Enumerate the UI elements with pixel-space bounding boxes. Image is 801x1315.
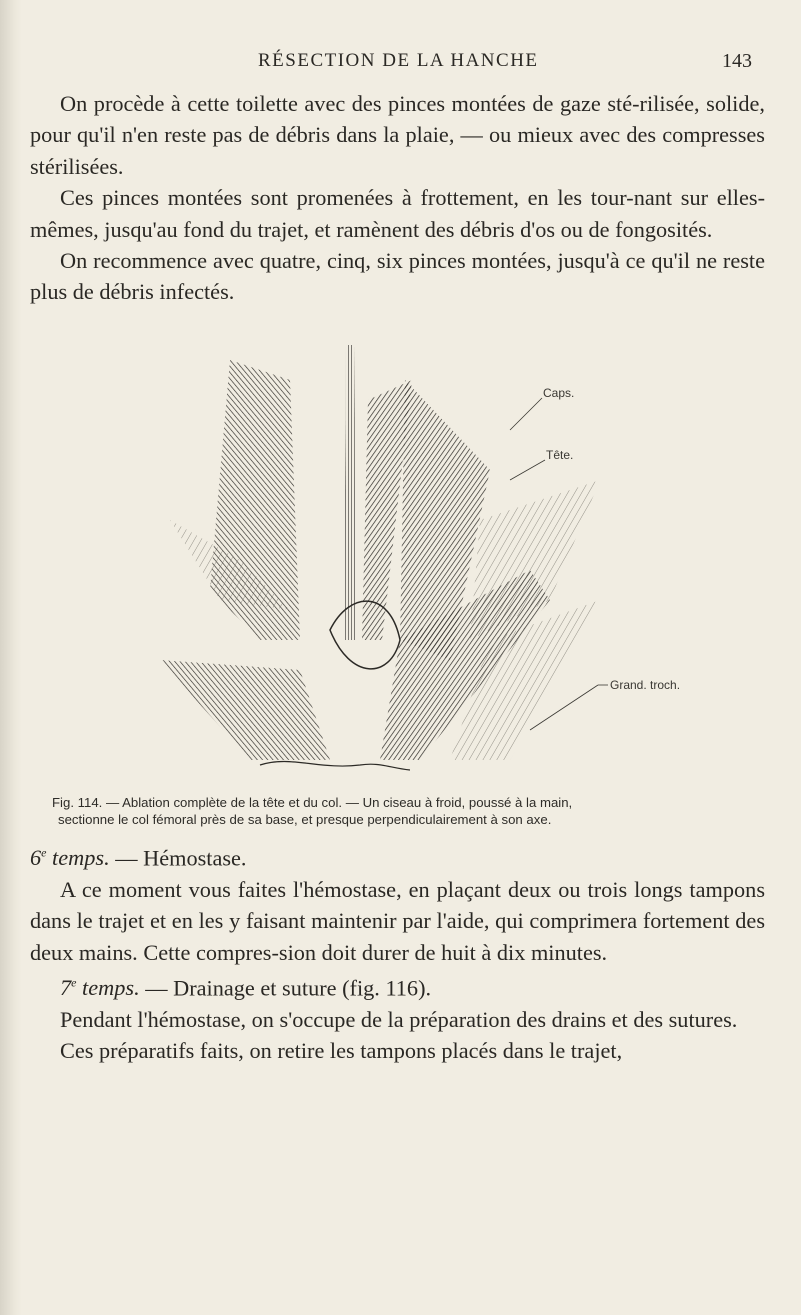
top-text — [30, 88, 765, 308]
section-title: — Hémostase. — [109, 845, 247, 871]
running-title: RÉSECTION DE LA HANCHE — [258, 50, 539, 71]
caption-line: sectionne le col fémoral près de sa base, et presque perpendiculairement à son axe. — [58, 812, 552, 827]
paragraph: Ces préparatifs faits, on retire les tampons placés dans le trajet, — [60, 1038, 623, 1064]
paragraph: On procède à cette toilette avec des pinces montées de gaze sté-rilisée, solide, pour qu'il n'en reste pas de débris dans la plaie, — ou mieux avec des compresses stérilisées. — [30, 91, 765, 179]
paragraph: A ce moment vous faites l'hémostase, en plaçant deux ou trois longs tampons dans le trajet et en les y faisant maintenir par l'aide, qui comprimera fortement des deux mains. Cette compres-sion doit durer de huit à dix minutes. — [30, 876, 765, 965]
chisel-shaft — [344, 345, 356, 640]
caption-line: Fig. 114. — Ablation complète de la tête et du col. — Un ciseau à froid, poussé à la main, — [52, 795, 573, 810]
page-binding-shadow — [0, 0, 22, 1315]
figure-caption — [52, 794, 766, 828]
figure-114 — [150, 340, 710, 790]
running-head — [0, 50, 801, 76]
bottom-text — [30, 838, 765, 1067]
section-sup: e — [41, 846, 47, 860]
section-number: 6 — [30, 845, 42, 871]
page-number: 143 — [722, 50, 752, 72]
section-word: temps. — [46, 845, 110, 871]
label-tete: Tête. — [546, 448, 574, 462]
section-title: — Drainage et suture (fig. 116). — [139, 975, 432, 1001]
engraving-illustration — [150, 340, 710, 790]
paragraph: Pendant l'hémostase, on s'occupe de la préparation des drains et des sutures. — [60, 1006, 738, 1032]
label-grand-troch: Grand. troch. — [610, 678, 681, 692]
label-caps: Caps. — [543, 386, 575, 400]
paragraph: On recommence avec quatre, cinq, six pinces montées, jusqu'à ce qu'il ne reste plus de débris infectés. — [30, 248, 765, 305]
section-number: 7 — [60, 975, 72, 1001]
section-heading-7 — [30, 968, 765, 1004]
section-heading-6 — [30, 838, 765, 874]
paragraph: Ces pinces montées sont promenées à frottement, en les tour-nant sur elles-mêmes, jusqu'au fond du trajet, et ramènent des débris d'os ou de fongosités. — [30, 185, 765, 242]
section-sup: e — [71, 976, 77, 991]
section-word: temps. — [76, 975, 140, 1001]
